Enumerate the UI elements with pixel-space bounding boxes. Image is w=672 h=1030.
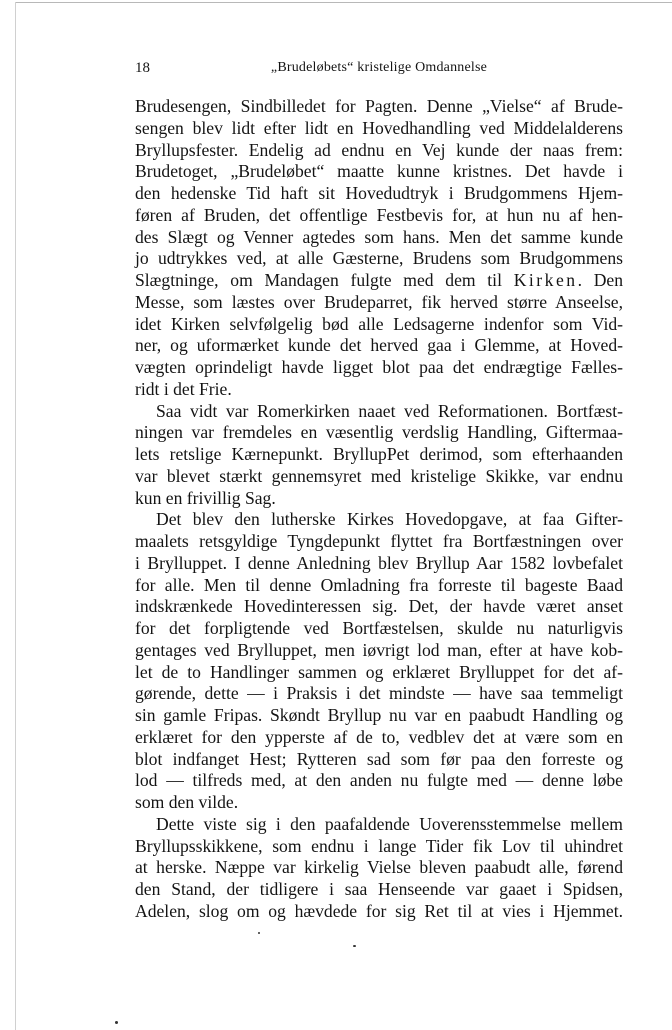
text-line: Adelen, slog om og hævdede for sig Ret til at vies i Hjemmet. [135,900,623,921]
page-top-edge [16,2,672,3]
text-line: den hedenske Tid haft sit Hovedudtryk i Brudgommens Hjem- [135,183,623,203]
text-line: gentages ved Brylluppet, men iøvrigt lod man, efter at have kob- [135,639,623,660]
running-header [135,60,623,80]
text-line: let de to Handlinger sammen og erklæret Brylluppet for det af- [135,661,623,682]
running-title: „Brudeløbets“ kristelige Omdannelse [270,60,488,75]
text-line: ridt i det Frie. [135,378,232,399]
text-line: Bryllupsskikkene, som endnu i lange Tider fik Lov til uhindret [135,835,623,856]
text-line: Messe, som læstes over Brudeparret, fik herved større Anseelse, [135,291,623,312]
text-segment: Slægtninge, om Mandagen fulgte med dem til [135,270,502,290]
text-line: ner, og uformærket kunde det herved gaa i Glemme, at Hoved- [135,335,623,356]
text-line: Saa vidt var Romerkirken naaet ved Reformationen. Bortfæst- [156,400,623,421]
text-line: Brudesengen, Sindbilledet for Pagten. Denne „Vielse“ af Brude- [135,96,623,116]
text-line: vægten oprindeligt havde ligget blot paa det endrægtige Fælles- [135,357,623,377]
text-line: sin gamle Fripas. Skøndt Bryllup nu var en paabudt Handling og [135,705,623,725]
text-segment: . Den [577,270,623,290]
text-line: idet Kirken selvfølgelig bød alle Ledsagerne indenfor som Vid- [135,313,623,334]
text-line: lets retslige Kærnepunkt. BryllupPet derimod, som efterhaanden [135,444,623,464]
print-speck [258,932,260,934]
text-line: ningen var fremdeles en væsentlig verdslig Handling, Giftermaa- [135,422,623,443]
print-speck [115,1021,118,1024]
page-left-edge [15,2,16,1030]
text-line: Brudetoget, „Brudeløbet“ maatte kunne kristnes. Det havde i [135,161,623,182]
text-line: Dette viste sig i den paafaldende Uoverensstemmelse mellem [156,813,623,834]
text-line: Det blev den lutherske Kirkes Hovedopgave, at faa Gifter- [156,509,623,530]
text-line: sengen blev lidt efter lidt en Hovedhandling ved Middelalderens [135,117,623,138]
text-line: for alle. Men til denne Omladning fra forreste til bageste Baad [135,574,623,595]
text-line: i Brylluppet. I denne Anledning blev Bryllup Aar 1582 lovbefalet [135,552,623,573]
text-line: for det forpligtende ved Bortfæstelsen, skulde nu naturligvis [135,618,623,638]
text-line: des Slægt og Venner agtedes som hans. Men det samme kunde [135,226,623,247]
print-speck [353,945,356,947]
text-line [135,270,623,292]
text-line: maalets retsgyldige Tyngdepunkt flyttet fra Bortfæstningen over [135,531,623,551]
text-line: at herske. Næppe var kirkelig Vielse bleven paabudt alle, førend [135,857,623,878]
text-line: lod — tilfreds med, at den anden nu fulgte med — denne løbe [135,770,623,791]
page-number: 18 [135,60,150,76]
text-line: Bryllupsfester. Endelig ad endnu en Vej kunde der naas frem: [135,139,623,160]
text-line: som den vilde. [135,792,239,812]
text-line: føren af Bruden, det offentlige Festbevis for, at hun nu af hen- [135,204,623,225]
text-line: indskrænkede Hovedinteressen sig. Det, der havde været anset [135,596,623,617]
text-line: erklæret for den ypperste af de to, vedblev det at være som en [135,726,623,747]
emphasized-word: Kirken [513,270,578,290]
text-line: kun en frivillig Sag. [135,487,276,508]
text-line: jo udtrykkes ved, at alle Gæsterne, Brudens som Brudgommens [135,248,623,269]
text-line: den Stand, der tidligere i saa Henseende var gaaet i Spidsen, [135,879,623,899]
text-line: var blevet stærkt gennemsyret med kristelige Skikke, var endnu [135,465,623,486]
body-text [135,96,623,923]
text-line: blot indfanget Hest; Rytteren sad som før paa den forreste og [135,748,623,769]
text-line: gørende, dette — i Praksis i det mindste — have saa temmeligt [135,683,623,704]
